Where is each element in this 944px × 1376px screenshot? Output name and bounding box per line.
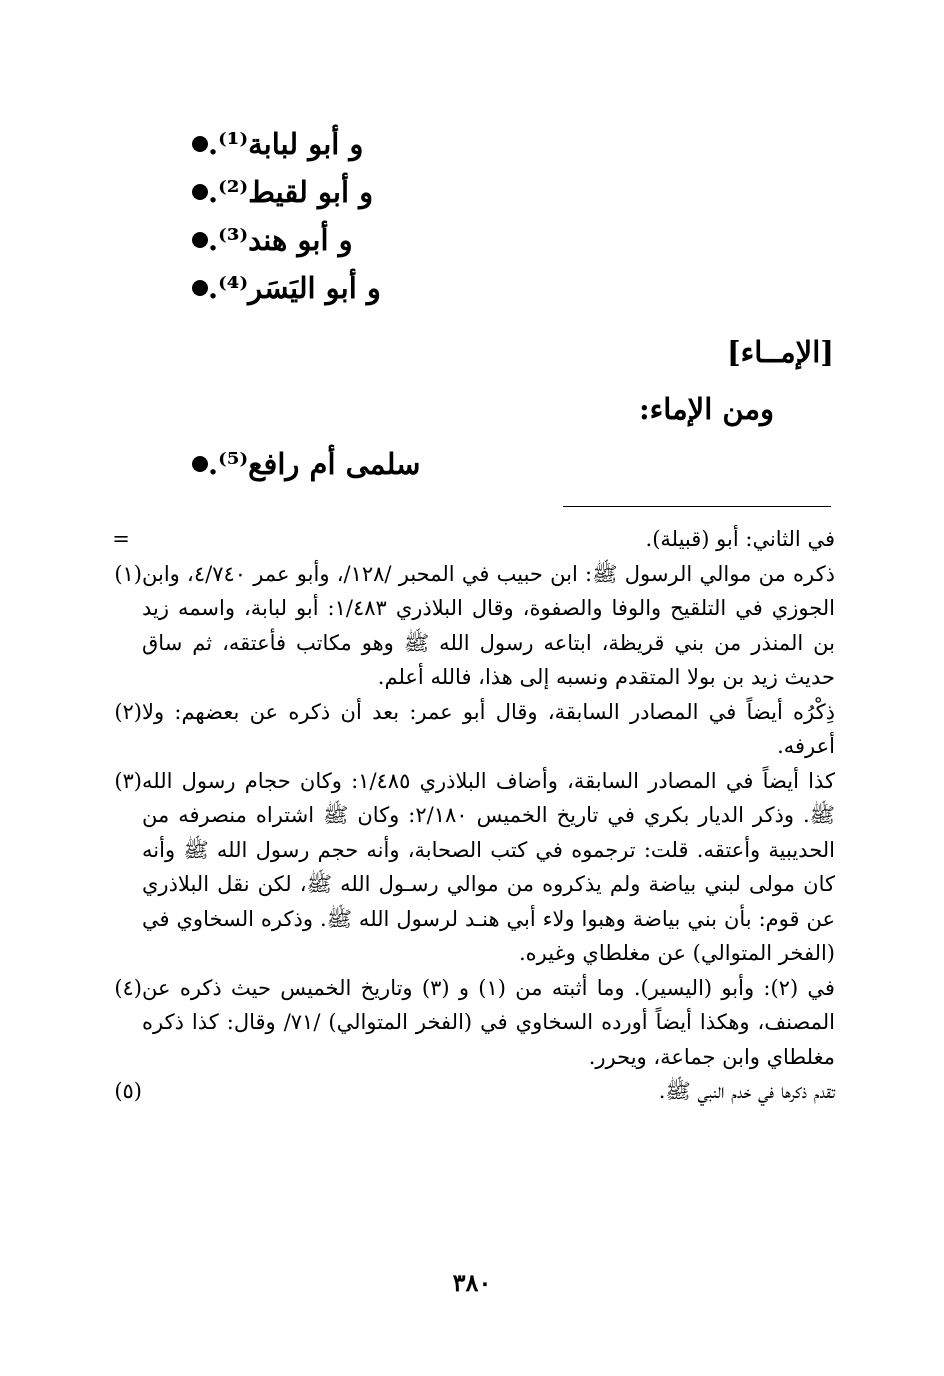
- bullet-icon: [192, 232, 208, 248]
- footnote-marker: (٢): [114, 699, 142, 724]
- footnote: [100, 1074, 835, 1109]
- footnote-marker: =: [112, 527, 130, 551]
- footnote-marker: (١): [114, 561, 142, 586]
- footnote-separator: [563, 506, 831, 507]
- section-heading: [الإمــاء]: [726, 335, 834, 369]
- footnote-text: في الثاني: أبو (قبيلة).: [645, 527, 835, 551]
- footnote-text: كذا أيضاً في المصادر السابقة، وأضاف البلاذري ١/٤٨٥: وكان حجام رسول الله ﷺ. وذكر الديار بكري في تاريخ الخميس ٢/١٨٠: وكان ﷺ اشتراه منصرفه من الحديبية وأعتقه. قلت: ترجموه في كتب الصحابة، وأنه حجم رسول الله ﷺ وأنه كان مولى لبني بياضة ولم يذكروه من موالي رسـول الله ﷺ، لكن نقل البلاذري عن قوم: بأن بني بياضة وهبوا ولاء أبي هنـد لرسول الله ﷺ. وذكره السخاوي في (الفخر المتوالي) عن مغلطاي وغيره.: [142, 768, 836, 965]
- slave-women-list: [174, 440, 774, 488]
- freedmen-list: [174, 120, 774, 312]
- list-item: [174, 216, 774, 264]
- list-item: [174, 440, 774, 488]
- list-item-text: و أبو اليَسَر⁽⁴⁾.: [208, 271, 381, 305]
- footnote: [100, 695, 835, 764]
- intro-text: ومن الإماء:: [638, 392, 774, 426]
- list-item-text: و أبو هند⁽³⁾.: [208, 223, 353, 257]
- bullet-icon: [192, 280, 208, 296]
- list-item-text: و أبو لقيط⁽²⁾.: [208, 175, 374, 209]
- list-item: [174, 168, 774, 216]
- footnote-continuation: [100, 522, 835, 557]
- footnote-text: في (٢): وأبو (اليسير). وما أثبته من (١) و (٣) وتاريخ الخميس حيث ذكره عن المصنف، وهكذا أيضاً أورده السخاوي في (الفخر المتوالي) /٧١/ وقال: كذا ذكره مغلطاي وابن جماعة، ويحرر.: [142, 975, 835, 1069]
- page-number: ٣٨٠: [452, 1268, 492, 1297]
- list-item: [174, 120, 774, 168]
- bullet-icon: [192, 184, 208, 200]
- bullet-icon: [192, 456, 208, 472]
- footnote-marker: (٤): [114, 975, 142, 1000]
- footnotes: [100, 522, 835, 1109]
- footnote: [100, 764, 835, 971]
- list-item: [174, 264, 774, 312]
- footnote-marker: (٣): [114, 768, 142, 793]
- footnote-text: ذِكْرُه أيضاً في المصادر السابقة، وقال أبو عمر: بعد أن ذكره عن بعضهم: ولا أعرفه.: [142, 699, 835, 758]
- footnote-text: تقدم ذكرها في خدم النبي ﷺ.: [658, 1079, 835, 1103]
- footnote: [100, 557, 835, 695]
- footnote-text: ذكره من موالي الرسول ﷺ: ابن حبيب في المحبر /١٢٨/، وأبو عمر ٤/٧٤٠، وابن الجوزي في التلقيح والوفا والصفوة، وقال البلاذري ١/٤٨٣: أبو لبابة، واسمه زيد بن المنذر من بني قريظة، ابتاعه رسول الله ﷺ وهو مكاتب فأعتقه، ثم ساق حديث زيد بن بولا المتقدم ونسبه إلى هذا، فالله أعلم.: [142, 561, 835, 689]
- list-item-text: سلمى أم رافع⁽⁵⁾.: [208, 447, 421, 481]
- footnote: [100, 971, 835, 1075]
- bullet-icon: [192, 136, 208, 152]
- list-item-text: و أبو لبابة⁽¹⁾.: [208, 127, 364, 161]
- footnote-marker: (٥): [114, 1079, 142, 1103]
